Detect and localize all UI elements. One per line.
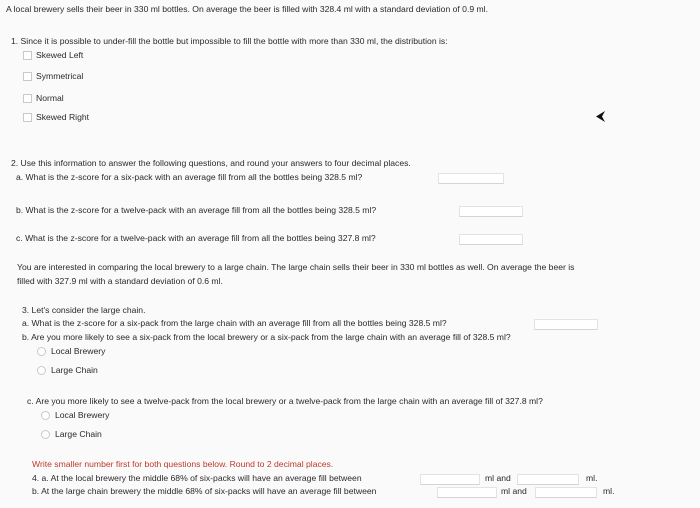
q4b-unit-label: ml. <box>603 486 615 496</box>
q4a-upper-input[interactable] <box>517 474 579 485</box>
q3b-option-label: Large Chain <box>51 365 98 375</box>
q1-option-checkbox-skewed-right[interactable] <box>23 113 32 122</box>
q1-prompt: 1. Since it is possible to under-fill the bottle but impossible to fill the bottle with more than 330 ml, the distribution is: <box>11 36 448 46</box>
q2-prompt: 2. Use this information to answer the following questions, and round your answers to four decimal places. <box>11 158 411 168</box>
q2a-answer-input[interactable] <box>438 173 504 184</box>
q4b-lower-input[interactable] <box>437 487 497 498</box>
q3c-radio-large-chain[interactable] <box>41 430 50 439</box>
large-chain-intro-line1: You are interested in comparing the local brewery to a large chain. The large chain sells their beer in 330 ml bottles as well. On average the beer is <box>17 262 575 272</box>
q3c-radio-local-brewery[interactable] <box>41 411 50 420</box>
problem-intro: A local brewery sells their beer in 330 ml bottles. On average the beer is filled with 328.4 ml with a standard deviation of 0.9 ml. <box>6 4 488 14</box>
large-chain-intro-line2: filled with 327.9 ml with a standard deviation of 0.6 ml. <box>17 276 223 286</box>
q3b-option-label: Local Brewery <box>51 346 106 356</box>
q2a-text: a. What is the z-score for a six-pack with an average fill from all the bottles being 328.5 ml? <box>16 172 363 182</box>
q4b-and-label: ml and <box>501 486 527 496</box>
q1-option-checkbox-skewed-left[interactable] <box>23 51 32 60</box>
q3c-option-label: Local Brewery <box>55 410 110 420</box>
q3c-option-label: Large Chain <box>55 429 102 439</box>
mouse-cursor-icon <box>596 111 605 122</box>
q3c-text: c. Are you more likely to see a twelve-pack from the local brewery or a twelve-pack from the large chain with an average fill of 327.8 ml? <box>27 396 543 406</box>
q1-option-label: Skewed Right <box>36 112 90 122</box>
q3b-text: b. Are you more likely to see a six-pack from the local brewery or a six-pack from the large chain with an average fill of 328.5 ml? <box>22 332 511 342</box>
q2c-text: c. What is the z-score for a twelve-pack with an average fill from all the bottles being 327.8 ml? <box>16 233 376 243</box>
q3a-answer-input[interactable] <box>534 319 598 330</box>
q4a-unit-label: ml. <box>586 473 598 483</box>
q2b-text: b. What is the z-score for a twelve-pack with an average fill from all the bottles being 328.5 ml? <box>16 205 377 215</box>
q4-instruction-note: Write smaller number first for both questions below. Round to 2 decimal places. <box>32 459 334 469</box>
q4a-text: 4. a. At the local brewery the middle 68% of six-packs will have an average fill between <box>32 473 362 483</box>
q4a-and-label: ml and <box>485 473 511 483</box>
q4b-upper-input[interactable] <box>535 487 597 498</box>
q3b-radio-local-brewery[interactable] <box>37 347 46 356</box>
q1-option-label: Skewed Left <box>36 50 84 60</box>
q2b-answer-input[interactable] <box>459 206 523 217</box>
q1-option-checkbox-symmetrical[interactable] <box>23 72 32 81</box>
q3b-radio-large-chain[interactable] <box>37 366 46 375</box>
q3-prompt: 3. Let's consider the large chain. <box>22 305 146 315</box>
q1-option-checkbox-normal[interactable] <box>23 94 32 103</box>
q4b-text: b. At the large chain brewery the middle 68% of six-packs will have an average fill between <box>32 486 377 496</box>
q2c-answer-input[interactable] <box>459 234 523 245</box>
q1-option-label: Normal <box>36 93 64 103</box>
q3a-text: a. What is the z-score for a six-pack from the large chain with an average fill from all the bottles being 328.5 ml? <box>22 318 447 328</box>
q1-option-label: Symmetrical <box>36 71 84 81</box>
q4a-lower-input[interactable] <box>420 474 480 485</box>
